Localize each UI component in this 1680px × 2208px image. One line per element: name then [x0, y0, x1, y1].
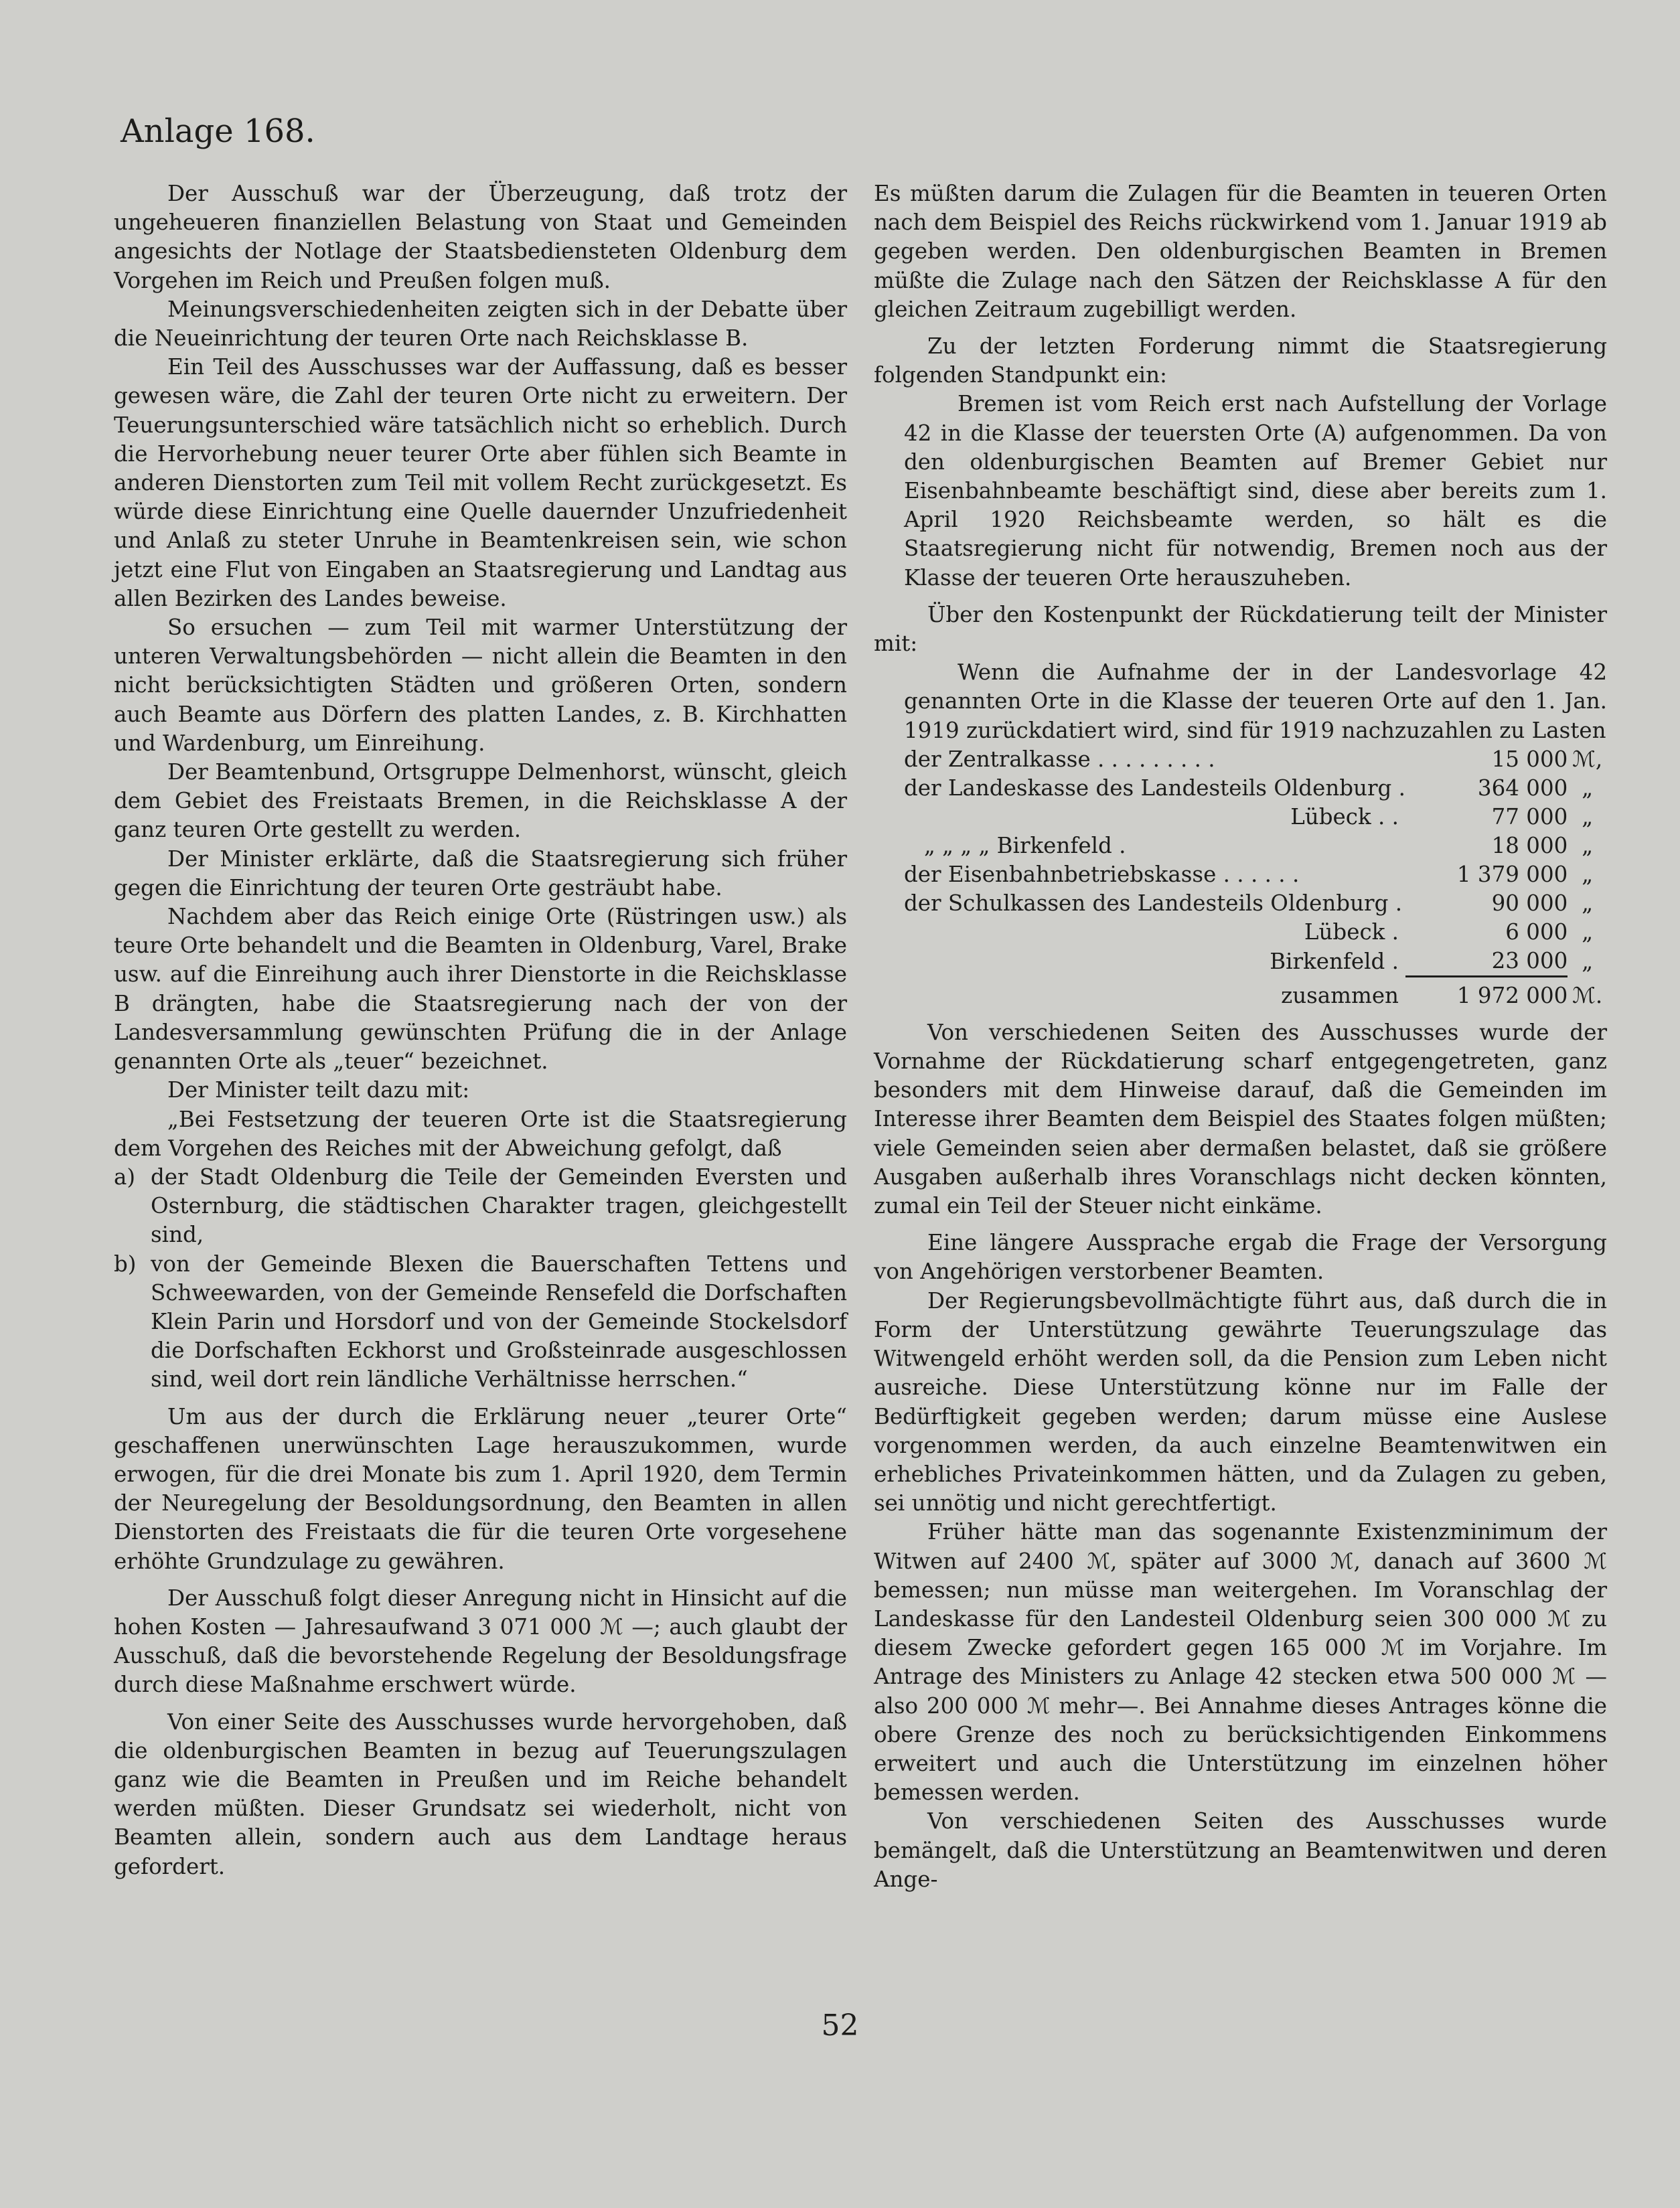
paragraph: Nachdem aber das Reich einige Orte (Rüstringen usw.) als teure Orte behandelt und die Beamten in Oldenburg, Varel, Brake usw. auf die Einreihung auch ihrer Dienstorte in die Reichsklasse B drängten, habe die Staatsregierung nach der von der Landesversammlung gewünschten Prüfung die in der Anlage genannten Orte als „teuer“ bezeichnet.: [114, 904, 847, 1075]
table-row: [874, 774, 1607, 803]
table-row: [874, 803, 1607, 832]
list-text: von der Gemeinde Blexen die Bauerschaften Tettens und Schweewarden, von der Gemeinde Rensefeld die Dorfschaften Klein Parin und Horsdorf und von der Gemeinde Stockelsdorf die Dorfschaften Eckhorst und Großsteinrade ausgeschlossen sind, weil dort rein ländliche Verhältnisse herrschen.“: [151, 1251, 847, 1393]
cost-value: 364 000: [1477, 775, 1568, 801]
cost-unit: „: [1582, 949, 1594, 975]
cost-label: Lübeck . .: [1290, 803, 1399, 830]
table-row: [874, 889, 1607, 918]
cost-label: der Schulkassen des Landesteils Oldenburg .: [904, 890, 1403, 916]
block-quote: Wenn die Aufnahme der in der Landesvorlage 42 genannten Orte in die Klasse der teueren Orte auf den 1. Jan. 1919 zurückdatiert wird, sind für 1919 nachzuzahlen zu Lasten: [904, 659, 1607, 743]
paragraph: Der Ausschuß war der Überzeugung, daß trotz der ungeheueren finanziellen Belastung von Staat und Gemeinden angesichts der Notlage der Staatsbediensteten Oldenburg dem Vorgehen im Reich und Preußen folgen muß.: [114, 181, 847, 293]
paragraph: Der Ausschuß folgt dieser Anregung nicht in Hinsicht auf die hohen Kosten — Jahresaufwand 3 071 000 ℳ —; auch glaubt der Ausschuß, daß die bevorstehende Regelung der Besoldungsfrage durch diese Maßnahme erschwert würde.: [114, 1585, 847, 1698]
page-header: Anlage 168.: [121, 112, 315, 150]
paragraph: So ersuchen — zum Teil mit warmer Unterstützung der unteren Verwaltungsbehörden — nicht allein die Beamten in den nicht berücksichtigten Städten und größeren Orten, sondern auch Beamte aus Dörfern des platten Landes, z. B. Kirchhatten und Wardenburg, um Einreihung.: [114, 615, 847, 756]
cost-label: Lübeck .: [1304, 919, 1399, 945]
paragraph: Um aus der durch die Erklärung neuer „teurer Orte“ geschaffenen unerwünschten Lage herauszukommen, wurde erwogen, für die drei Monate bis zum 1. April 1920, dem Termin der Neuregelung der Besoldungsordnung, den Beamten in allen Dienstorten des Freistaats die für die teuren Orte vorgesehene erhöhte Grundzulage zu gewähren.: [114, 1403, 847, 1574]
table-row: [874, 918, 1607, 947]
total-value: 1 972 000: [1405, 976, 1568, 1010]
table-row: [874, 947, 1607, 977]
cost-value: 1 379 000: [1456, 861, 1568, 887]
paragraph: Von verschiedenen Seiten des Ausschusses wurde bemängelt, daß die Unterstützung an Beamtenwitwen und deren Ange-: [874, 1808, 1607, 1892]
paragraph: Meinungsverschiedenheiten zeigten sich in der Debatte über die Neueinrichtung der teuren Orte nach Reichsklasse B.: [114, 296, 847, 351]
cost-table: [874, 745, 1607, 1010]
cost-unit: „: [1582, 775, 1594, 801]
quote-intro: „Bei Festsetzung der teueren Orte ist die Staatsregierung dem Vorgehen des Reiches mit der Abweichung gefolgt, daß: [114, 1106, 847, 1161]
table-row: [874, 860, 1607, 889]
paragraph: Der Regierungsbevollmächtigte führt aus, daß durch die in Form der Unterstützung gewährte Teuerungszulage das Witwengeld erhöht werden soll, da die Pension zum Leben nicht ausreiche. Diese Unterstützung könne nur im Falle der Bedürftigkeit gegeben werden; darum müsse eine Auslese vorgenommen werden, da auch einzelne Beamtenwitwen ein erhebliches Privateinkommen hätten, und da Zulagen zu geben, sei unnötig und nicht gerechtfertigt.: [874, 1287, 1607, 1516]
right-column: [874, 179, 1607, 1894]
cost-value: 90 000: [1491, 890, 1568, 916]
cost-unit: „: [1582, 919, 1594, 945]
list-item: [114, 1250, 847, 1395]
paragraph: Es müßten darum die Zulagen für die Beamten in teueren Orten nach dem Beispiel des Reichs rückwirkend vom 1. Januar 1919 ab gegeben werden. Den oldenburgischen Beamten in Bremen müßte die Zulage nach den Sätzen der Reichsklasse A für den gleichen Zeitraum zugebilligt werden.: [874, 181, 1607, 322]
list-marker: a): [114, 1164, 136, 1190]
cost-unit: „: [1582, 861, 1594, 887]
paragraph: Ein Teil des Ausschusses war der Auffassung, daß es besser gewesen wäre, die Zahl der teuren Orte nicht zu erweitern. Der Teuerungsunterschied wäre tatsächlich nicht so erheblich. Durch die Hervorhebung neuer teurer Orte aber fühlen sich Beamte in anderen Dienstorten zum Teil mit vollem Recht zurückgesetzt. Es würde diese Einrichtung eine Quelle dauernder Unzufriedenheit und Anlaß zu steter Unruhe in Beamtenkreisen sein, wie schon jetzt eine Flut von Eingaben an Staatsregierung und Landtag aus allen Bezirken des Landes beweise.: [114, 354, 847, 611]
cost-label: der Zentralkasse . . . . . . . . .: [904, 746, 1215, 772]
list-text: der Stadt Oldenburg die Teile der Gemeinden Eversten und Osternburg, die städtischen Charakter tragen, gleichgestellt sind,: [151, 1164, 847, 1248]
cost-unit: „: [1582, 803, 1594, 830]
cost-value: 15 000: [1491, 746, 1568, 772]
paragraph: Eine längere Aussprache ergab die Frage der Versorgung von Angehörigen verstorbener Beamten.: [874, 1230, 1607, 1285]
page-number: 52: [821, 2008, 859, 2043]
paragraph: Von einer Seite des Ausschusses wurde hervorgehoben, daß die oldenburgischen Beamten in bezug auf Teuerungszulagen ganz wie die Beamten in Preußen und im Reiche behandelt werden müßten. Dieser Grundsatz sei wiederholt, nicht von Beamten allein, sondern auch aus dem Landtage heraus gefordert.: [114, 1709, 847, 1879]
paragraph: Der Minister teilt dazu mit:: [167, 1077, 470, 1103]
cost-unit: ℳ,: [1572, 746, 1603, 772]
left-column: [114, 179, 847, 1881]
paragraph: Der Minister erklärte, daß die Staatsregierung sich früher gegen die Einrichtung der teuren Orte gesträubt habe.: [114, 846, 847, 900]
cost-value: 6 000: [1505, 919, 1568, 945]
cost-label: der Eisenbahnbetriebskasse . . . . . .: [904, 861, 1300, 887]
cost-value: 18 000: [1491, 832, 1568, 858]
cost-value: 77 000: [1491, 803, 1568, 830]
cost-unit: „: [1582, 890, 1594, 916]
total-unit: ℳ.: [1572, 982, 1603, 1008]
total-label: zusammen: [1281, 982, 1399, 1008]
table-row-total: [874, 976, 1607, 1010]
cost-value: 23 000: [1491, 947, 1568, 973]
cost-unit: „: [1582, 832, 1594, 858]
block-quote: Bremen ist vom Reich erst nach Aufstellung der Vorlage 42 in die Klasse der teuersten Orte (A) aufgenommen. Da von den oldenburgischen Beamten auf Bremer Gebiet nur Eisenbahnbeamte beschäftigt sind, diese aber bereits zum 1. April 1920 Reichsbeamte werden, so hält es die Staatsregierung nicht für notwendig, Bremen noch aus der Klasse der teueren Orte herauszuheben.: [904, 391, 1607, 590]
list-marker: b): [114, 1251, 137, 1277]
cost-label: der Landeskasse des Landesteils Oldenburg .: [904, 775, 1405, 801]
list-item: [114, 1163, 847, 1250]
cost-label: Birkenfeld .: [1270, 949, 1399, 975]
paragraph: Über den Kostenpunkt der Rückdatierung teilt der Minister mit:: [874, 601, 1607, 657]
paragraph: Von verschiedenen Seiten des Ausschusses wurde der Vornahme der Rückdatierung scharf entgegengetreten, ganz besonders mit dem Hinweise darauf, daß die Gemeinden im Interesse ihrer Beamten dem Beispiel des Staates folgen müßten; viele Gemeinden seien aber dermaßen belastet, daß sie größere Ausgaben außerhalb ihres Voranschlags nicht decken könnten, zumal ein Teil der Steuer nicht einkäme.: [874, 1019, 1607, 1219]
paragraph: Zu der letzten Forderung nimmt die Staatsregierung folgenden Standpunkt ein:: [874, 333, 1607, 388]
cost-label: „ „ „ „ Birkenfeld .: [924, 832, 1126, 858]
paragraph: Der Beamtenbund, Ortsgruppe Delmenhorst, wünscht, gleich dem Gebiet des Freistaats Bremen, in die Reichsklasse A der ganz teuren Orte gestellt zu werden.: [114, 759, 847, 843]
table-row: [874, 745, 1607, 774]
table-row: [874, 832, 1607, 860]
paragraph: Früher hätte man das sogenannte Existenzminimum der Witwen auf 2400 ℳ, später auf 3000 ℳ, danach auf 3600 ℳ bemessen; nun müsse man weitergehen. Im Voranschlag der Landeskasse für den Landesteil Oldenburg seien 300 000 ℳ zu diesem Zwecke gefordert gegen 165 000 ℳ im Vorjahre. Im Antrage des Ministers zu Anlage 42 stecken etwa 500 000 ℳ — also 200 000 ℳ mehr—. Bei Annahme dieses Antrages könne die obere Grenze des noch zu berücksichtigenden Einkommens erweitert und auch die Unterstützung im einzelnen höher bemessen werden.: [874, 1519, 1607, 1806]
